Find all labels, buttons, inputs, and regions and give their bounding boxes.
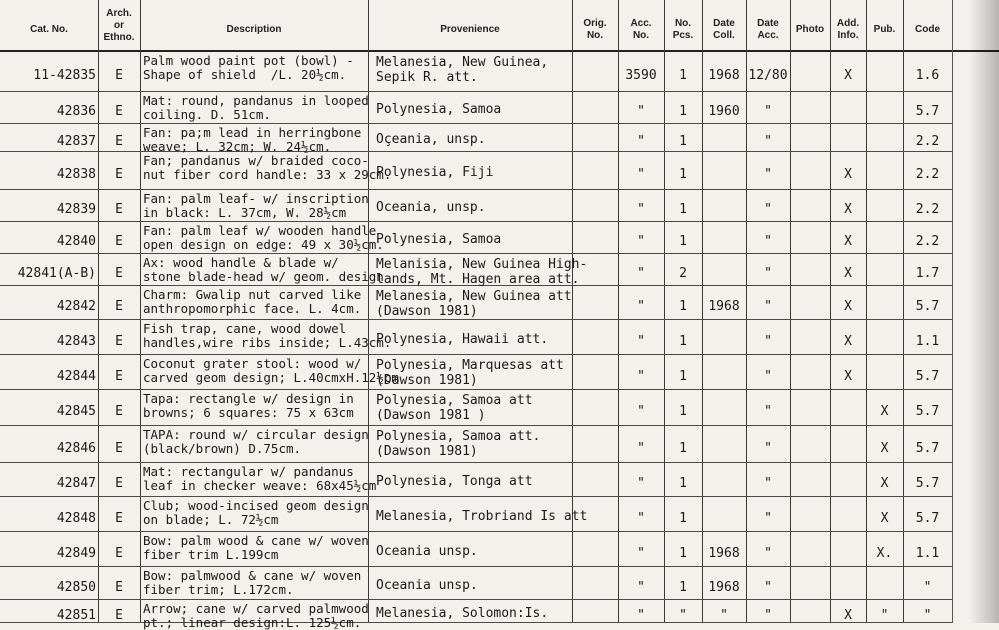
- cell-pcs: 1: [679, 202, 687, 217]
- header-prov: [368, 24, 572, 36]
- cell-arch: E: [115, 440, 123, 456]
- header-coll: [702, 18, 746, 42]
- cell-acc: 3590: [625, 68, 657, 83]
- cell-cat: 42850: [56, 579, 96, 595]
- cell-description: weave; L. 32cm; W. 24½cm.: [143, 139, 332, 154]
- header-orig-text: No.: [586, 30, 604, 41]
- cell-dacc: ": [764, 579, 772, 595]
- cell-info: X: [844, 202, 852, 217]
- cell-pcs: 2: [679, 266, 687, 281]
- cell-cat: 42836: [56, 104, 96, 119]
- row-divider: [0, 496, 952, 497]
- cell-dacc: 12/80: [748, 68, 788, 83]
- header-divider: [0, 50, 999, 52]
- header-dacc-text: Date: [757, 18, 779, 29]
- cell-acc: ": [637, 579, 645, 595]
- header-acc-text: No.: [632, 30, 650, 41]
- cell-cat: 42837: [56, 134, 96, 149]
- cell-description: Tapa: rectangle w/ design in: [143, 391, 354, 406]
- cell-acc: ": [637, 167, 645, 182]
- cell-provenience: Polynesia, Hawaii att.: [376, 331, 549, 347]
- header-dacc: [746, 18, 790, 42]
- cell-description: in black: L. 37cm, W. 28½cm: [143, 205, 347, 220]
- cell-code: 1.7: [915, 266, 940, 281]
- page-edge-shadow: [969, 0, 999, 623]
- cell-description: Coconut grater stool: wood w/: [143, 356, 362, 371]
- cell-description: Palm wood paint pot (bowl) -: [143, 53, 354, 68]
- header-arch-text: or: [114, 20, 124, 31]
- cell-description: Fan; pandanus w/ braided coco-: [143, 153, 369, 168]
- cell-coll: 1968: [708, 68, 740, 83]
- cell-dacc: ": [764, 545, 772, 561]
- column-divider: [140, 0, 141, 623]
- cell-pcs: 1: [679, 510, 687, 526]
- header-pcs: [664, 18, 702, 42]
- cell-description: Arrow; cane w/ carved palmwood: [143, 601, 369, 616]
- cell-cat: 42845: [56, 404, 96, 419]
- cell-pcs: ": [679, 607, 687, 623]
- cell-arch: E: [115, 104, 123, 119]
- cell-code: 5.7: [915, 104, 940, 119]
- cell-description: Mat: rectangular w/ pandanus: [143, 464, 354, 479]
- cell-description: coiling. D. 51cm.: [143, 107, 271, 122]
- cell-acc: ": [637, 368, 645, 384]
- row-divider: [0, 566, 952, 567]
- cell-dacc: ": [764, 440, 772, 456]
- cell-code: 5.7: [915, 476, 940, 491]
- cell-dacc: ": [764, 476, 772, 491]
- cell-arch: E: [115, 510, 123, 526]
- cell-arch: E: [115, 299, 123, 314]
- header-info-text: Info.: [837, 30, 859, 41]
- cell-cat: 42838: [56, 167, 96, 182]
- cell-description: Club; wood-incised geom design: [143, 498, 369, 513]
- header-coll-text: Date: [713, 18, 735, 29]
- cell-dacc: ": [764, 368, 772, 384]
- cell-dacc: ": [764, 299, 772, 314]
- row-divider: [0, 221, 952, 222]
- header-acc-text: Acc.: [630, 18, 652, 29]
- cell-pcs: 1: [679, 579, 687, 595]
- header-photo: [790, 24, 830, 36]
- cell-provenience: Oceania, unsp.: [376, 200, 486, 215]
- cell-pub: X: [880, 440, 889, 456]
- cell-acc: ": [637, 104, 645, 119]
- cell-cat: 42844: [56, 368, 96, 384]
- cell-pcs: 1: [679, 167, 687, 182]
- cell-description: TAPA: round w/ circular design: [143, 427, 369, 442]
- cell-pcs: 1: [679, 476, 687, 491]
- cell-dacc: ": [764, 333, 772, 349]
- header-coll-text: Coll.: [713, 30, 735, 41]
- cell-arch: E: [115, 545, 123, 561]
- cell-info: X: [844, 167, 852, 182]
- cell-cat: 42851: [56, 607, 96, 623]
- cell-coll: 1960: [708, 104, 740, 119]
- row-divider: [0, 253, 952, 254]
- cell-dacc: ": [764, 607, 772, 623]
- header-prov-text: Provenience: [440, 24, 500, 35]
- column-divider: [903, 0, 904, 623]
- cell-acc: ": [637, 545, 645, 561]
- row-divider: [0, 531, 952, 532]
- cell-arch: E: [115, 579, 123, 595]
- cell-acc: ": [637, 404, 645, 419]
- header-info: [830, 18, 866, 42]
- cell-pcs: 1: [679, 440, 687, 456]
- cell-acc: ": [637, 234, 645, 249]
- cell-pcs: 1: [679, 234, 687, 249]
- cell-description: pt.; linear design:L. 125½cm.: [143, 615, 362, 630]
- cell-description: Fan: palm leaf- w/ inscription: [143, 191, 369, 206]
- cell-description: fiber trim L.199cm: [143, 547, 279, 562]
- cell-provenience: (Dawson 1981 ): [376, 408, 486, 423]
- cell-arch: E: [115, 368, 123, 384]
- cell-description: handles,wire ribs inside; L.43cm.: [143, 335, 392, 350]
- cell-description: anthropomorphic face. L. 4cm.: [143, 301, 362, 316]
- cell-code: 5.7: [915, 510, 940, 526]
- column-divider: [952, 0, 953, 623]
- cell-acc: ": [637, 202, 645, 217]
- cell-pcs: 1: [679, 299, 687, 314]
- row-divider: [0, 599, 952, 600]
- cell-pcs: 1: [679, 404, 687, 419]
- cell-acc: ": [637, 607, 645, 623]
- cell-provenience: Polynesia, Tonga att: [376, 474, 533, 489]
- cell-provenience: Melanisia, New Guinea High-: [376, 257, 588, 272]
- cell-provenience: Polynesia, Samoa att: [376, 393, 533, 408]
- cell-pub: X: [880, 510, 889, 526]
- header-desc: [140, 24, 368, 36]
- cell-code: 5.7: [915, 299, 940, 314]
- cell-dacc: ": [764, 404, 772, 419]
- cell-info: X: [844, 333, 852, 349]
- cell-coll: 1968: [708, 579, 740, 595]
- cell-code: 5.7: [915, 368, 940, 384]
- column-divider: [572, 0, 573, 623]
- row-divider: [0, 354, 952, 355]
- cell-description: Shape of shield /L. 20½cm.: [143, 67, 347, 82]
- cell-acc: ": [637, 134, 645, 149]
- cell-provenience: Polynesia, Samoa att.: [376, 429, 541, 444]
- cell-provenience: lands, Mt. Hagen area att.: [376, 272, 580, 287]
- cell-provenience: (Dawson 1981): [376, 444, 478, 459]
- cell-description: Fan: pa;m lead in herringbone: [143, 125, 362, 140]
- cell-acc: ": [637, 510, 645, 526]
- cell-cat: 42842: [56, 299, 96, 314]
- row-divider: [0, 389, 952, 390]
- cell-arch: E: [115, 202, 123, 217]
- cell-dacc: ": [764, 510, 772, 526]
- cell-description: Bow: palm wood & cane w/ woven: [143, 533, 369, 548]
- header-pub-text: Pub.: [873, 24, 896, 35]
- cell-cat: 42840: [56, 234, 96, 249]
- cell-provenience: Polynesia, Fiji: [376, 165, 494, 180]
- cell-code: 1.6: [915, 68, 940, 83]
- cell-pub: X: [880, 476, 889, 491]
- cell-arch: E: [115, 266, 123, 281]
- header-code-text: Code: [915, 24, 940, 35]
- cell-provenience: Oceania unsp.: [376, 543, 478, 559]
- cell-description: (black/brown) D.75cm.: [143, 441, 302, 456]
- cell-code: 1.1: [915, 545, 940, 561]
- cell-provenience: Oçeania, unsp.: [376, 132, 486, 147]
- cell-code: 2.2: [915, 167, 940, 182]
- cell-coll: 1968: [708, 545, 740, 561]
- cell-pcs: 1: [679, 134, 687, 149]
- row-divider: [0, 189, 952, 190]
- header-arch-text: Arch.: [106, 8, 132, 19]
- cell-provenience: Polynesia, Marquesas att: [376, 358, 564, 373]
- cell-cat: 42847: [56, 476, 96, 491]
- cell-code: 2.2: [915, 202, 940, 217]
- cell-arch: E: [115, 68, 123, 83]
- column-divider: [618, 0, 619, 623]
- cell-cat: 42839: [56, 202, 96, 217]
- cell-info: X: [844, 266, 852, 281]
- header-cat: [0, 24, 98, 36]
- cell-provenience: Melanesia, Solomon:Is.: [376, 605, 549, 621]
- cell-dacc: ": [764, 202, 772, 217]
- cell-pub: ": [880, 607, 889, 623]
- cell-description: Mat: round, pandanus in looped: [143, 93, 369, 108]
- cell-acc: ": [637, 333, 645, 349]
- header-orig-text: Orig.: [583, 18, 607, 29]
- column-divider: [790, 0, 791, 623]
- cell-pcs: 1: [679, 104, 687, 119]
- cell-description: nut fiber cord handle: 33 x 29cm.: [143, 167, 392, 182]
- header-pcs-text: No.: [674, 18, 692, 29]
- cell-arch: E: [115, 234, 123, 249]
- cell-provenience: Melanesia, Trobriand Is att: [376, 508, 588, 524]
- cell-arch: E: [115, 167, 123, 182]
- cell-acc: ": [637, 266, 645, 281]
- header-dacc-text: Acc.: [757, 30, 779, 41]
- cell-provenience: Sepik R. att.: [376, 70, 478, 85]
- header-pcs-text: Pcs.: [672, 30, 694, 41]
- cell-description: Bow: palmwood & cane w/ woven: [143, 568, 362, 583]
- cell-provenience: Melanesia, New Guinea,: [376, 55, 549, 70]
- cell-provenience: Polynesia, Samoa: [376, 232, 502, 247]
- cell-dacc: ": [764, 104, 772, 119]
- cell-info: X: [844, 234, 852, 249]
- cell-description: fiber trim; L.172cm.: [143, 582, 294, 597]
- cell-code: ": [923, 607, 932, 623]
- header-photo-text: Photo: [795, 24, 825, 35]
- cell-provenience: (Dawson 1981): [376, 373, 478, 388]
- cell-arch: E: [115, 607, 123, 623]
- cell-acc: ": [637, 440, 645, 456]
- cell-code: 5.7: [915, 440, 940, 456]
- cell-arch: E: [115, 134, 123, 149]
- cell-description: Charm: Gwalip nut carved like: [143, 287, 362, 302]
- row-divider: [0, 462, 952, 463]
- cell-cat: 42841(A-B): [17, 266, 96, 281]
- cell-description: browns; 6 squares: 75 x 63cm: [143, 405, 354, 420]
- cell-code: 1.1: [915, 333, 940, 349]
- cell-dacc: ": [764, 234, 772, 249]
- cell-code: 5.7: [915, 404, 940, 419]
- cell-provenience: Polynesia, Samoa: [376, 102, 502, 117]
- header-acc: [618, 18, 664, 42]
- cell-description: Fish trap, cane, wood dowel: [143, 321, 347, 336]
- cell-description: on blade; L. 72½cm: [143, 512, 279, 527]
- cell-pub: X.: [876, 545, 893, 561]
- header-desc-text: Description: [226, 24, 282, 35]
- cell-description: Ax: wood handle & blade w/: [143, 255, 339, 270]
- cell-pcs: 1: [679, 368, 687, 384]
- cell-coll: 1968: [708, 299, 740, 314]
- cell-acc: ": [637, 299, 645, 314]
- cell-cat: 42849: [56, 545, 96, 561]
- cell-coll: ": [720, 607, 728, 623]
- column-divider: [746, 0, 747, 623]
- row-divider: [0, 123, 952, 124]
- cell-description: carved geom design; L.40cmxH.12½cm: [143, 370, 399, 385]
- cell-description: leaf in checker weave: 68x45½cm: [143, 478, 377, 493]
- cell-acc: ": [637, 476, 645, 491]
- cell-code: 2.2: [915, 234, 940, 249]
- cell-description: stone blade-head w/ geom. design: [143, 269, 384, 284]
- header-pub: [866, 24, 903, 36]
- cell-cat: 42846: [56, 440, 96, 456]
- cell-provenience: Melanesia, New Guinea att: [376, 289, 572, 304]
- row-divider: [0, 91, 952, 92]
- cell-dacc: ": [764, 266, 772, 281]
- cell-pcs: 1: [679, 68, 687, 83]
- cell-info: X: [844, 607, 852, 623]
- cell-arch: E: [115, 404, 123, 419]
- cell-arch: E: [115, 333, 123, 349]
- cell-code: ": [923, 579, 932, 595]
- cell-provenience: Oceania unsp.: [376, 577, 478, 593]
- cell-pub: X: [880, 404, 889, 419]
- cell-dacc: ": [764, 167, 772, 182]
- cell-cat: 42843: [56, 333, 96, 349]
- header-code: [903, 24, 952, 36]
- cell-provenience: (Dawson 1981): [376, 304, 478, 319]
- cell-info: X: [844, 68, 852, 83]
- cell-pcs: 1: [679, 333, 687, 349]
- cell-cat: 11-42835: [33, 68, 96, 83]
- row-divider: [0, 319, 952, 320]
- cell-description: Fan: palm leaf w/ wooden handle: [143, 223, 377, 238]
- cell-pcs: 1: [679, 545, 687, 561]
- cell-description: open design on edge: 49 x 30½cm.: [143, 237, 384, 252]
- header-arch-text: Ethno.: [103, 32, 135, 43]
- header-orig: [572, 18, 618, 42]
- cell-info: X: [844, 299, 852, 314]
- cell-dacc: ": [764, 134, 772, 149]
- cell-info: X: [844, 368, 852, 384]
- cell-arch: E: [115, 476, 123, 491]
- header-cat-text: Cat. No.: [30, 24, 68, 35]
- cell-code: 2.2: [915, 134, 940, 149]
- row-divider: [0, 425, 952, 426]
- header-info-text: Add.: [836, 18, 860, 29]
- header-arch: [98, 8, 140, 44]
- cell-cat: 42848: [56, 510, 96, 526]
